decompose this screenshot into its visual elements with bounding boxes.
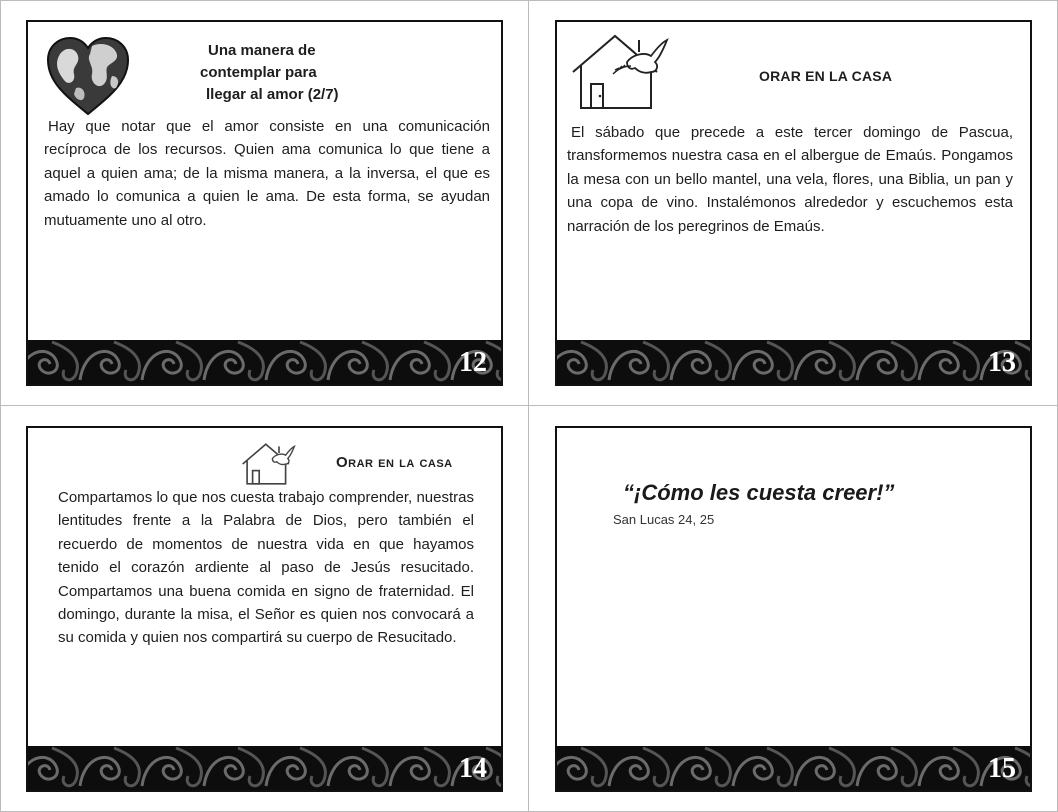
house-dove-icon [569,32,669,112]
card-14-body: Compartamos lo que nos cuesta trabajo comprender, nuestras lentitudes frente a la Palabra de Dios, pero también el recuerdo de momentos de nuestra vida en que hayamos tenido el corazón ardiente al paso de Jesús resucitado. Compartamos una buena comida en signo de fraternidad. El domingo, durante la misa, el Señor es quien nos convocará a su comida y quien nos compartirá su cuerpo de Resucitado. [58,489,474,647]
page-border-left [0,0,1,812]
card-14 [26,426,503,792]
swirl-pattern [28,340,501,384]
page-number: 12 [459,347,487,378]
card-13-body: El sábado que precede a este tercer domingo de Pascua, transformemos nuestra casa en el albergue de Emaús. Pongamos la mesa con un bello mantel, una vela, flores, una Biblia, un pan y una copa de vino. Instalémonos alrededor y escuchemos esta narración de los peregrinos de Emaús. [567,124,1013,235]
card-14-heading: Orar en la casa [336,454,453,471]
swirl-pattern [557,746,1030,790]
vertical-divider [528,0,529,812]
card-12-title [198,40,398,106]
quote-text: “¡Cómo les cuesta creer!” [623,480,895,505]
quote-reference: San Lucas 24, 25 [613,512,715,527]
card-12 [26,20,503,386]
decorative-band [557,340,1030,384]
swirl-pattern [28,746,501,790]
decorative-band [557,746,1030,790]
title-line-3: llegar al amor (2/7) [206,86,339,103]
card-12-body: Hay que notar que el amor consiste en una comunicación recíproca de los recursos. Quien ama comunica lo que tiene a aquel a quien ama; de la misma manera, a la inversa, el que es amado lo comunica a quien le ama. De esta forma, se ayudan mutuamente uno al otro. [44,118,490,229]
title-line-2: contemplar para [200,64,317,81]
title-line-1: Una manera de [208,42,316,59]
house-dove-icon [240,442,296,486]
page-number: 13 [988,347,1016,378]
page-number: 14 [459,753,487,784]
card-13-heading: ORAR EN LA CASA [759,68,893,84]
globe-heart-icon [46,36,130,116]
swirl-pattern [557,340,1030,384]
card-15 [555,426,1032,792]
horizontal-divider [0,405,1058,406]
decorative-band [28,746,501,790]
page-number: 15 [988,753,1016,784]
card-13 [555,20,1032,386]
page-border-top [0,0,1058,1]
decorative-band [28,340,501,384]
